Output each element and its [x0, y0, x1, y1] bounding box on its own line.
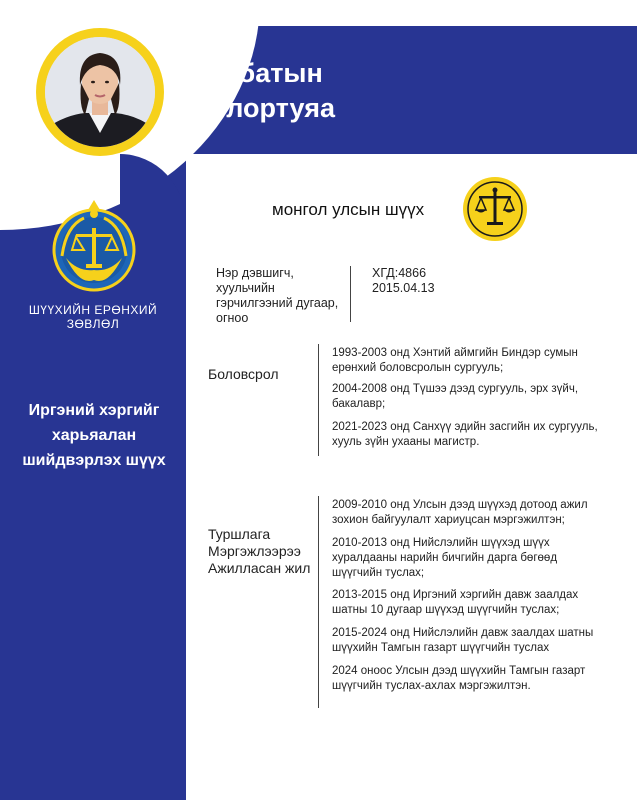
person-name	[191, 56, 335, 126]
court-role	[14, 398, 174, 473]
experience-entry: 2015-2024 онд Нийслэлийн давж заалдах шатны шүүхийн Тамгын газарт шүүгчийн туслах	[332, 627, 594, 654]
experience-entry: 2010-2013 онд Нийслэлийн шүүхэд шүүх хуралдааны нарийн бичгийн дарга бөгөөд шүүгчийн туслах;	[332, 537, 558, 579]
role-line3: шийдвэрлэх шүүх	[22, 452, 166, 469]
experience-heading-line2: Мэргэжлээрээ	[208, 543, 301, 559]
scales-of-justice-icon	[462, 176, 528, 242]
cert-label-line4: огноо	[216, 311, 249, 325]
council-line2: ЗӨВЛӨЛ	[66, 317, 120, 331]
experience-entry: 2009-2010 онд Улсын дээд шүүхэд дотоод ажил зохион байгуулалт хариуцсан мэргэжилтэн;	[332, 499, 588, 526]
experience-heading-line1: Туршлага	[208, 526, 271, 542]
certificate-value	[372, 266, 435, 296]
education-entry: 2021-2023 онд Санхүү эдийн засгийн их сургууль, хууль зүйн ухааны магистр.	[332, 421, 598, 448]
cert-label-line1: Нэр дэвшигч,	[216, 266, 294, 280]
cert-label-line2: хуульчийн	[216, 281, 275, 295]
education-entry: 2004-2008 онд Түшээ дээд сургууль, эрх зүйч, бакалавр;	[332, 383, 579, 410]
certificate-divider	[350, 266, 351, 322]
cert-label-line3: гэрчилгээний дугаар,	[216, 296, 339, 310]
certificate-label	[216, 266, 346, 326]
experience-heading	[208, 526, 310, 577]
role-line2: харьяалан	[51, 427, 137, 444]
council-name	[18, 303, 168, 331]
experience-heading-line3: Ажилласан жил	[208, 560, 311, 576]
experience-divider	[318, 496, 319, 708]
court-emblem-icon	[50, 196, 138, 296]
first-name: Лутбатын	[191, 58, 323, 88]
education-divider	[318, 344, 319, 456]
experience-entry: 2024 оноос Улсын дээд шүүхийн Тамгын газарт шүүгчийн туслах-ахлах мэргэжилтэн.	[332, 665, 586, 692]
education-entry: 1993-2003 онд Хэнтий аймгийн Биндэр сумын ерөнхий боловсролын сургууль;	[332, 347, 578, 374]
role-line1: Иргэний хэргийг	[28, 402, 160, 419]
content-panel	[186, 154, 637, 800]
certificate-date: 2015.04.13	[372, 281, 435, 295]
council-line1: ШҮҮХИЙН ЕРӨНХИЙ	[28, 303, 158, 317]
last-name: Болортуяа	[191, 93, 335, 123]
education-heading: Боловсрол	[208, 366, 279, 382]
portrait-photo	[45, 37, 155, 147]
experience-entry: 2013-2015 онд Иргэний хэргийн давж заалдах шатны 10 дугаар шүүхэд шүүгчийн туслах;	[332, 589, 579, 616]
court-subtitle: монгол улсын шүүх	[272, 200, 425, 219]
certificate-number: ХГД:4866	[372, 266, 427, 280]
